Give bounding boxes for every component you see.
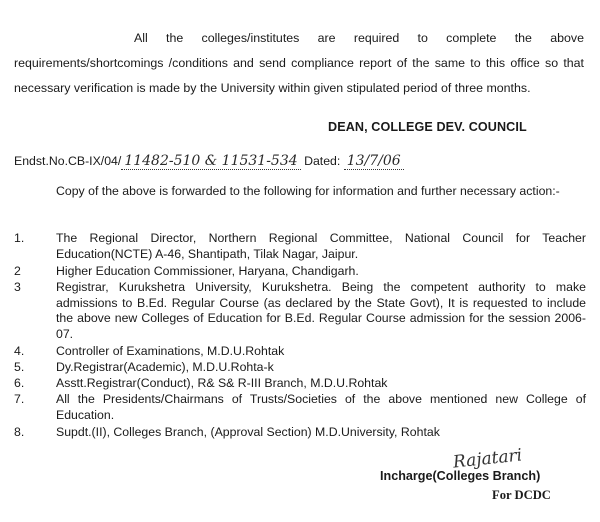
recipient-number: 5. — [14, 360, 25, 374]
endorsement-date: 13/7/06 — [344, 154, 404, 170]
endorsement-line — [14, 154, 404, 170]
endorsement-number: 11482-510 & 11531-534 — [121, 154, 300, 170]
recipient-text: Asstt.Registrar(Conduct), R& S& R-III Branch, M.D.U.Rohtak — [56, 376, 388, 390]
intro-paragraph-text: All the colleges/institutes are required to complete the above requirements/shortcomings /conditions and send compliance report of the same to this office so that necessary verification is made by the University within given stipulated period of three months. — [14, 31, 584, 95]
recipient-text: Supdt.(II), Colleges Branch, (Approval Section) M.D.University, Rohtak — [56, 425, 440, 439]
dated-label: Dated: — [304, 154, 341, 168]
endorsement-prefix: Endst.No.CB-IX/04/ — [14, 154, 122, 168]
recipient-text: The Regional Director, Northern Regional Committee, National Council for Teacher Education(NCTE) A-46, Shantipath, Tilak Nagar, Jaipur. — [56, 231, 586, 261]
forward-paragraph — [14, 183, 586, 199]
recipient-text: Dy.Registrar(Academic), M.D.U.Rohta-k — [56, 360, 274, 374]
recipient-number: 1. — [14, 231, 25, 245]
recipient-number: 3 — [14, 280, 21, 294]
intro-paragraph — [14, 26, 584, 101]
recipient-number: 4. — [14, 344, 25, 358]
signatory-title: DEAN, COLLEGE DEV. COUNCIL — [328, 120, 527, 134]
recipient-text: All the Presidents/Chairmans of Trusts/Societies of the above mentioned new College of Education. — [56, 392, 586, 422]
recipient-number: 8. — [14, 425, 25, 439]
recipient-text: Controller of Examinations, M.D.U.Rohtak — [56, 344, 285, 358]
recipient-number: 6. — [14, 376, 25, 390]
for-dcdc-label: For DCDC — [492, 488, 551, 502]
recipient-number: 7. — [14, 392, 25, 406]
incharge-title: Incharge(Colleges Branch) — [380, 469, 541, 483]
recipient-number: 2 — [14, 264, 21, 278]
handwritten-signature: Rajatari — [452, 445, 524, 473]
forward-paragraph-text: Copy of the above is forwarded to the following for information and further necessary action:- — [56, 184, 560, 198]
recipient-text: Registrar, Kurukshetra University, Kurukshetra. Being the competent authority to make admissions to B.Ed. Regular Course (as declared by the State Govt), It is requested to include the above new Colleges of Education for B.Ed. Regular Course admission for the session 2006-07. — [56, 280, 586, 341]
recipient-text: Higher Education Commissioner, Haryana, Chandigarh. — [56, 264, 359, 278]
